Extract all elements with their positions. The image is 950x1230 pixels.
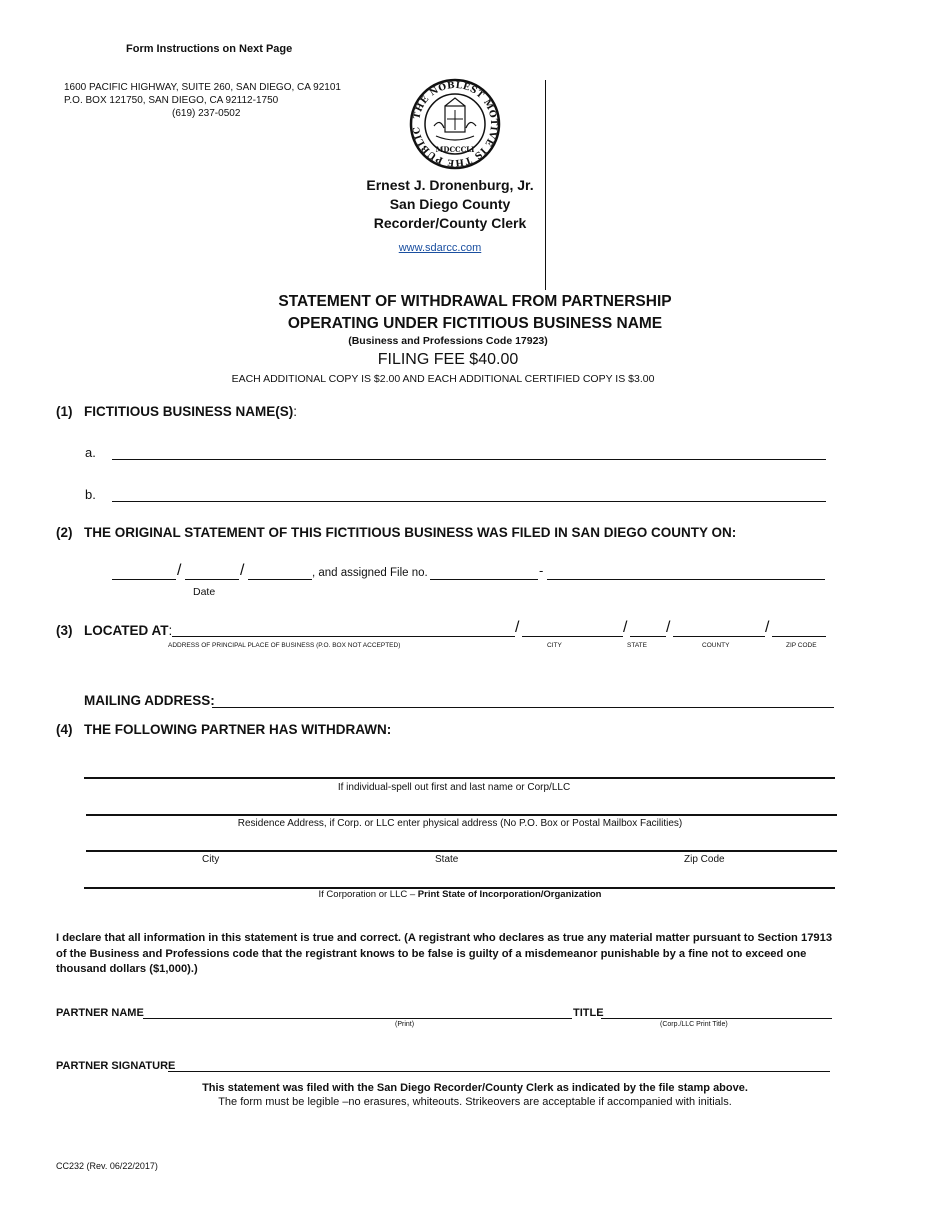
website-link[interactable]: www.sdarcc.com [398,242,482,254]
legible-note: The form must be legible –no erasures, whiteouts. Strikeovers are acceptable if accompanied with initials. [218,1096,732,1108]
located-slash-4: / [765,619,770,636]
assigned-file-text: , and assigned File no. [312,567,428,579]
located-slash-2: / [623,619,628,636]
section-1-colon: : [293,404,298,419]
office-name: Recorder/County Clerk [373,215,527,231]
residence-address-field[interactable] [86,803,837,816]
official-name: Ernest J. Dronenburg, Jr. [366,177,534,193]
section-2-number: (2) [56,525,73,540]
title-caption: (Corp./LLC Print Title) [660,1021,728,1028]
section-4-label: THE FOLLOWING PARTNER HAS WITHDRAWN: [84,722,392,737]
section-3-label: LOCATED AT [84,623,169,638]
partner-name-label: PARTNER NAME [56,1007,144,1019]
located-city-field[interactable] [522,623,623,637]
residence-caption: Residence Address, if Corp. or LLC enter physical address (No P.O. Box or Postal Mailbox Facilities) [237,818,683,829]
business-name-b-field[interactable] [112,488,826,502]
item-a-label: a. [85,445,96,460]
section-2-label: THE ORIGINAL STATEMENT OF THIS FICTITIOUS BUSINESS WAS FILED IN SAN DIEGO COUNTY ON: [84,525,737,540]
section-3-heading [84,623,172,638]
county-name: San Diego County [389,196,511,212]
office-phone: (619) 237-0502 [172,108,241,119]
county-seal-logo [400,74,510,172]
recorder-block [340,176,560,233]
section-1-label: FICTITIOUS BUSINESS NAME(S) [84,404,294,419]
partner-name-field[interactable] [84,766,835,779]
seal-year: MDCCCLI [435,145,475,154]
incorporation-caption-prefix: If Corporation or LLC – [318,889,418,900]
located-slash-3: / [666,619,671,636]
located-state-field[interactable] [630,623,666,637]
title-line-2: OPERATING UNDER FICTITIOUS BUSINESS NAME [287,315,663,332]
title-label: TITLE [573,1007,604,1019]
address-line-1: 1600 PACIFIC HIGHWAY, SUITE 260, SAN DIEGO, CA 92101 [64,82,341,93]
incorporation-caption-bold: Print State of Incorporation/Organization [417,889,602,900]
mailing-address-field[interactable] [212,694,834,708]
declaration-text: I declare that all information in this statement is true and correct. (A registrant who declares as true any material matter pursuant to Section 17913 of the Business and Professions code that the registrant knows to be false is guilty of a misdemeanor punishable by a fine not to exceed one thousand dollars ($1,000).) [56,932,833,975]
partner-title-field[interactable] [601,1007,832,1019]
section-1-number: (1) [56,404,73,419]
located-slash-1: / [515,619,520,636]
date-month-field[interactable] [112,566,176,580]
partner-state-caption: State [435,854,459,865]
address-line-2: P.O. BOX 121750, SAN DIEGO, CA 92112-1750 [64,95,279,106]
print-partner-name-field[interactable] [143,1007,572,1019]
state-caption: STATE [627,642,647,649]
filed-note: This statement was filed with the San Diego Recorder/County Clerk as indicated by the file stamp above. [202,1082,748,1094]
date-year-field[interactable] [248,566,312,580]
website-container [340,242,540,254]
date-caption: Date [193,586,216,598]
partner-signature-label: PARTNER SIGNATURE [56,1060,176,1072]
filing-fee: FILING FEE $40.00 [377,351,519,368]
seal-motto: THE NOBLEST MOTIVE IS THE PUBLIC [411,80,499,168]
county-caption: COUNTY [702,642,730,649]
print-caption: (Print) [395,1021,415,1028]
section-1-heading [84,404,297,419]
zip-caption: ZIP CODE [786,642,817,649]
mailing-address-label: MAILING ADDRESS: [84,693,215,708]
file-number-dash: - [539,563,544,578]
located-county-field[interactable] [673,623,765,637]
date-day-field[interactable] [185,566,239,580]
title-line-1: STATEMENT OF WITHDRAWAL FROM PARTNERSHIP [278,293,672,310]
form-id: CC232 (Rev. 06/22/2017) [56,1161,158,1171]
office-address [64,81,341,120]
copy-fees: EACH ADDITIONAL COPY IS $2.00 AND EACH ADDITIONAL CERTIFIED COPY IS $3.00 [231,373,655,385]
section-4-number: (4) [56,722,73,737]
form-title [0,291,950,335]
item-b-label: b. [85,487,96,502]
partner-name-caption: If individual-spell out first and last name or Corp/LLC [337,782,571,793]
city-state-zip-field[interactable] [86,839,837,852]
date-slash-2: / [240,562,245,579]
city-caption: CITY [547,642,562,649]
statute-reference: (Business and Professions Code 17923) [348,335,548,347]
file-number-prefix-field[interactable] [430,566,538,580]
partner-zip-caption: Zip Code [684,854,725,865]
partner-city-caption: City [202,854,220,865]
principal-address-field[interactable] [172,623,515,637]
address-caption: ADDRESS OF PRINCIPAL PLACE OF BUSINESS (P.O. BOX NOT ACCEPTED) [168,642,401,649]
partner-signature-field[interactable] [168,1060,830,1072]
instructions-note: Form Instructions on Next Page [126,43,293,55]
file-number-suffix-field[interactable] [547,566,825,580]
section-3-number: (3) [56,623,73,638]
incorporation-caption [84,889,836,900]
business-name-a-field[interactable] [112,446,826,460]
located-zip-field[interactable] [772,623,826,637]
date-slash-1: / [177,562,182,579]
section-3-colon: : [168,623,173,638]
incorporation-state-field[interactable] [84,876,835,889]
header-divider [545,80,546,290]
